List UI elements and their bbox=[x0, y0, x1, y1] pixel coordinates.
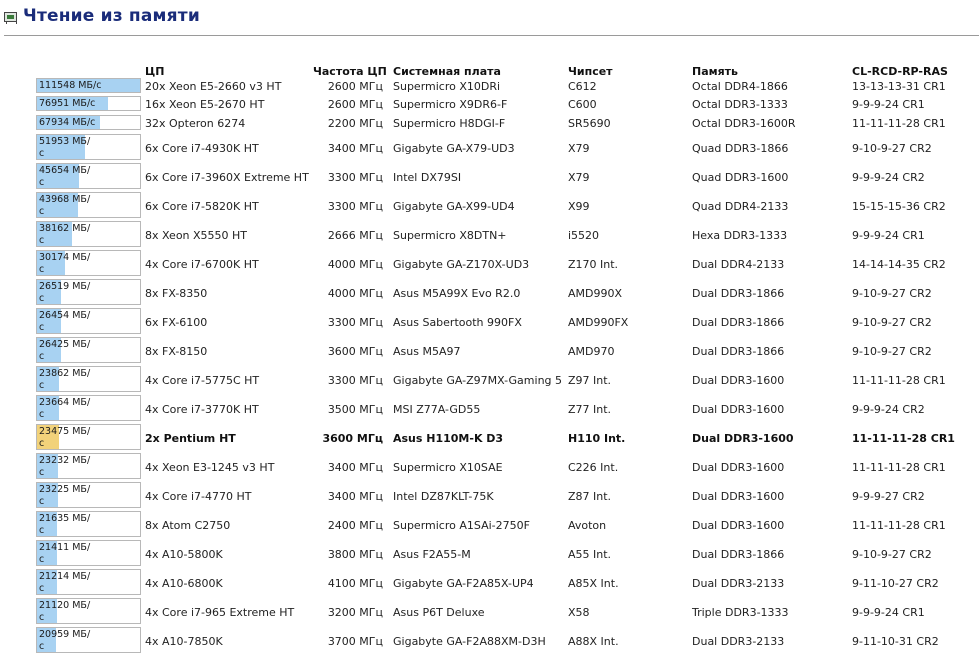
timings-cell: 11-11-11-28 CR1 bbox=[852, 461, 946, 474]
timings-cell: 9-10-9-27 CR2 bbox=[852, 345, 932, 358]
column-header-frequency: Частота ЦП bbox=[313, 65, 387, 78]
memory-cell: Quad DDR3-1600 bbox=[692, 171, 789, 184]
frequency-cell: 2400 МГц bbox=[327, 519, 383, 532]
memory-cell: Octal DDR3-1333 bbox=[692, 98, 788, 111]
cpu-cell: 6x Core i7-5820K HT bbox=[145, 200, 259, 213]
table-row bbox=[0, 366, 979, 394]
cpu-cell: 4x Core i7-5775C HT bbox=[145, 374, 260, 387]
cpu-cell: 8x FX-8150 bbox=[145, 345, 208, 358]
memory-cell: Dual DDR3-1600 bbox=[692, 461, 785, 474]
bandwidth-value: 26454 МБ/с bbox=[39, 310, 91, 333]
bandwidth-value: 76951 МБ/с bbox=[39, 98, 96, 109]
timings-cell: 9-11-10-31 CR2 bbox=[852, 635, 939, 648]
column-header-timings: CL-RCD-RP-RAS bbox=[852, 65, 948, 78]
bandwidth-value: 26519 МБ/с bbox=[39, 281, 91, 304]
cpu-cell: 4x Core i7-4770 HT bbox=[145, 490, 252, 503]
cpu-cell: 4x Core i7-3770K HT bbox=[145, 403, 259, 416]
timings-cell: 9-10-9-27 CR2 bbox=[852, 548, 932, 561]
bandwidth-bar bbox=[36, 134, 141, 160]
memory-cell: Dual DDR3-1866 bbox=[692, 345, 785, 358]
frequency-cell: 4000 МГц bbox=[327, 258, 383, 271]
chipset-cell: Z170 Int. bbox=[568, 258, 619, 271]
motherboard-cell: Gigabyte GA-X99-UD4 bbox=[393, 200, 515, 213]
chipset-cell: X79 bbox=[568, 171, 590, 184]
bandwidth-value: 21411 МБ/с bbox=[39, 542, 91, 565]
timings-cell: 9-9-9-24 CR1 bbox=[852, 606, 925, 619]
bandwidth-value: 26425 МБ/с bbox=[39, 339, 91, 362]
bandwidth-value: 111548 МБ/с bbox=[39, 80, 102, 91]
table-row bbox=[0, 308, 979, 336]
memory-cell: Hexa DDR3-1333 bbox=[692, 229, 788, 242]
table-row bbox=[0, 627, 979, 655]
bandwidth-bar bbox=[36, 366, 141, 392]
motherboard-cell: Supermicro X10SAE bbox=[393, 461, 503, 474]
frequency-cell: 3800 МГц bbox=[327, 548, 383, 561]
bandwidth-bar bbox=[36, 453, 141, 479]
timings-cell: 13-13-13-31 CR1 bbox=[852, 80, 946, 93]
motherboard-cell: Asus M5A97 bbox=[393, 345, 461, 358]
column-header-motherboard: Системная плата bbox=[393, 65, 501, 78]
table-row bbox=[0, 482, 979, 510]
motherboard-cell: Supermicro H8DGI-F bbox=[393, 117, 506, 130]
chipset-cell: AMD990X bbox=[568, 287, 623, 300]
motherboard-cell: Supermicro X8DTN+ bbox=[393, 229, 507, 242]
bandwidth-bar bbox=[36, 337, 141, 363]
memory-cell: Dual DDR4-2133 bbox=[692, 258, 785, 271]
timings-cell: 15-15-15-36 CR2 bbox=[852, 200, 946, 213]
table-row bbox=[0, 115, 979, 132]
table-row bbox=[0, 598, 979, 626]
cpu-cell: 4x Core i7-965 Extreme HT bbox=[145, 606, 295, 619]
bandwidth-value: 23475 МБ/с bbox=[39, 426, 91, 449]
timings-cell: 14-14-14-35 CR2 bbox=[852, 258, 946, 271]
cpu-cell: 4x A10-7850K bbox=[145, 635, 223, 648]
chipset-cell: Z97 Int. bbox=[568, 374, 612, 387]
cpu-cell: 4x Xeon E3-1245 v3 HT bbox=[145, 461, 275, 474]
chipset-cell: X79 bbox=[568, 142, 590, 155]
bandwidth-bar bbox=[36, 482, 141, 508]
frequency-cell: 3700 МГц bbox=[327, 635, 383, 648]
motherboard-cell: Asus F2A55-M bbox=[393, 548, 471, 561]
table-row bbox=[0, 221, 979, 249]
chipset-cell: A85X Int. bbox=[568, 577, 619, 590]
bandwidth-bar bbox=[36, 192, 141, 218]
cpu-cell: 8x Xeon X5550 HT bbox=[145, 229, 248, 242]
table-row bbox=[0, 134, 979, 162]
timings-cell: 9-11-10-27 CR2 bbox=[852, 577, 939, 590]
bandwidth-value: 23232 МБ/с bbox=[39, 455, 91, 478]
bandwidth-bar bbox=[36, 279, 141, 305]
chipset-cell: C612 bbox=[568, 80, 597, 93]
column-header-cpu: ЦП bbox=[145, 65, 165, 78]
bandwidth-value: 30174 МБ/с bbox=[39, 252, 91, 275]
timings-cell: 11-11-11-28 CR1 bbox=[852, 432, 955, 445]
title-divider bbox=[4, 35, 979, 36]
chipset-cell: SR5690 bbox=[568, 117, 611, 130]
frequency-cell: 3300 МГц bbox=[327, 200, 383, 213]
motherboard-cell: Supermicro X9DR6-F bbox=[393, 98, 508, 111]
frequency-cell: 3600 МГц bbox=[322, 432, 383, 445]
bandwidth-bar bbox=[36, 221, 141, 247]
cpu-cell: 8x FX-8350 bbox=[145, 287, 208, 300]
motherboard-cell: Asus H110M-K D3 bbox=[393, 432, 504, 445]
bandwidth-bar bbox=[36, 78, 141, 93]
memory-cell: Dual DDR3-1866 bbox=[692, 548, 785, 561]
memory-cell: Octal DDR3-1600R bbox=[692, 117, 796, 130]
memory-cell: Quad DDR3-1866 bbox=[692, 142, 789, 155]
motherboard-cell: Gigabyte GA-F2A88XM-D3H bbox=[393, 635, 546, 648]
frequency-cell: 2666 МГц bbox=[327, 229, 383, 242]
frequency-cell: 2200 МГц bbox=[327, 117, 383, 130]
bandwidth-value: 21120 МБ/с bbox=[39, 600, 91, 623]
chipset-cell: Z87 Int. bbox=[568, 490, 612, 503]
frequency-cell: 3200 МГц bbox=[327, 606, 383, 619]
memory-cell: Dual DDR3-1600 bbox=[692, 519, 785, 532]
timings-cell: 11-11-11-28 CR1 bbox=[852, 117, 946, 130]
frequency-cell: 3400 МГц bbox=[327, 490, 383, 503]
bandwidth-bar bbox=[36, 308, 141, 334]
motherboard-cell: Intel DX79SI bbox=[393, 171, 462, 184]
bandwidth-bar bbox=[36, 96, 141, 111]
memory-cell: Dual DDR3-1600 bbox=[692, 432, 794, 445]
frequency-cell: 3400 МГц bbox=[327, 142, 383, 155]
timings-cell: 11-11-11-28 CR1 bbox=[852, 519, 946, 532]
column-header-chipset: Чипсет bbox=[568, 65, 613, 78]
chipset-cell: C600 bbox=[568, 98, 597, 111]
chipset-cell: A88X Int. bbox=[568, 635, 619, 648]
frequency-cell: 3400 МГц bbox=[327, 461, 383, 474]
page-title: Чтение из памяти bbox=[23, 6, 200, 26]
cpu-cell: 6x Core i7-4930K HT bbox=[145, 142, 259, 155]
bandwidth-value: 21635 МБ/с bbox=[39, 513, 91, 536]
motherboard-cell: Supermicro X10DRi bbox=[393, 80, 501, 93]
frequency-cell: 2600 МГц bbox=[327, 98, 383, 111]
cpu-cell: 2x Pentium HT bbox=[145, 432, 236, 445]
bandwidth-value: 45654 МБ/с bbox=[39, 165, 91, 188]
cpu-cell: 16x Xeon E5-2670 HT bbox=[145, 98, 265, 111]
frequency-cell: 2600 МГц bbox=[327, 80, 383, 93]
column-header-memory: Память bbox=[692, 65, 739, 78]
chipset-cell: A55 Int. bbox=[568, 548, 612, 561]
bandwidth-value: 67934 МБ/с bbox=[39, 117, 96, 128]
memory-cell: Dual DDR3-1600 bbox=[692, 374, 785, 387]
chipset-cell: H110 Int. bbox=[568, 432, 626, 445]
bandwidth-value: 20959 МБ/с bbox=[39, 629, 91, 652]
memory-cell: Triple DDR3-1333 bbox=[692, 606, 789, 619]
motherboard-cell: Gigabyte GA-F2A85X-UP4 bbox=[393, 577, 534, 590]
bandwidth-bar bbox=[36, 250, 141, 276]
frequency-cell: 4100 МГц bbox=[327, 577, 383, 590]
motherboard-cell: Gigabyte GA-Z170X-UD3 bbox=[393, 258, 530, 271]
frequency-cell: 3300 МГц bbox=[327, 171, 383, 184]
frequency-cell: 3600 МГц bbox=[327, 345, 383, 358]
chipset-cell: X99 bbox=[568, 200, 590, 213]
chipset-cell: C226 Int. bbox=[568, 461, 619, 474]
timings-cell: 9-10-9-27 CR2 bbox=[852, 287, 932, 300]
bandwidth-value: 38162 МБ/с bbox=[39, 223, 91, 246]
cpu-cell: 4x Core i7-6700K HT bbox=[145, 258, 259, 271]
timings-cell: 9-9-9-27 CR2 bbox=[852, 490, 925, 503]
table-row bbox=[0, 250, 979, 278]
bandwidth-value: 21214 МБ/с bbox=[39, 571, 91, 594]
motherboard-cell: Gigabyte GA-X79-UD3 bbox=[393, 142, 515, 155]
bandwidth-bar bbox=[36, 115, 141, 130]
bandwidth-value: 43968 МБ/с bbox=[39, 194, 91, 217]
motherboard-cell: Supermicro A1SAi-2750F bbox=[393, 519, 530, 532]
timings-cell: 9-9-9-24 CR2 bbox=[852, 171, 925, 184]
frequency-cell: 3500 МГц bbox=[327, 403, 383, 416]
table-row-highlighted bbox=[0, 424, 979, 452]
memory-cell: Quad DDR4-2133 bbox=[692, 200, 789, 213]
bandwidth-bar bbox=[36, 627, 141, 653]
cpu-cell: 6x FX-6100 bbox=[145, 316, 208, 329]
cpu-cell: 4x A10-6800K bbox=[145, 577, 223, 590]
table-row bbox=[0, 395, 979, 423]
bandwidth-value: 23664 МБ/с bbox=[39, 397, 91, 420]
timings-cell: 9-9-9-24 CR1 bbox=[852, 229, 925, 242]
bandwidth-value: 51953 МБ/с bbox=[39, 136, 91, 159]
chipset-cell: Z77 Int. bbox=[568, 403, 612, 416]
memory-cell: Dual DDR3-1866 bbox=[692, 287, 785, 300]
motherboard-cell: Gigabyte GA-Z97MX-Gaming 5 bbox=[393, 374, 563, 387]
table-row bbox=[0, 279, 979, 307]
frequency-cell: 3300 МГц bbox=[327, 374, 383, 387]
memory-cell: Dual DDR3-1600 bbox=[692, 490, 785, 503]
motherboard-cell: Asus P6T Deluxe bbox=[393, 606, 485, 619]
table-row bbox=[0, 337, 979, 365]
motherboard-cell: Intel DZ87KLT-75K bbox=[393, 490, 494, 503]
timings-cell: 9-10-9-27 CR2 bbox=[852, 316, 932, 329]
page-header bbox=[0, 0, 979, 40]
bandwidth-bar bbox=[36, 163, 141, 189]
table-row bbox=[0, 96, 979, 113]
memory-cell: Dual DDR3-2133 bbox=[692, 577, 785, 590]
chipset-cell: AMD990FX bbox=[568, 316, 629, 329]
table-row bbox=[0, 163, 979, 191]
table-row bbox=[0, 78, 979, 95]
chipset-cell: X58 bbox=[568, 606, 590, 619]
memory-cell: Dual DDR3-1866 bbox=[692, 316, 785, 329]
bandwidth-bar bbox=[36, 424, 141, 450]
table-row bbox=[0, 540, 979, 568]
table-row bbox=[0, 192, 979, 220]
bandwidth-bar bbox=[36, 511, 141, 537]
cpu-cell: 8x Atom C2750 bbox=[145, 519, 231, 532]
chipset-cell: i5520 bbox=[568, 229, 600, 242]
memory-module-icon bbox=[4, 12, 17, 22]
timings-cell: 9-9-9-24 CR2 bbox=[852, 403, 925, 416]
bandwidth-bar bbox=[36, 395, 141, 421]
table-row bbox=[0, 511, 979, 539]
motherboard-cell: MSI Z77A-GD55 bbox=[393, 403, 481, 416]
memory-cell: Dual DDR3-2133 bbox=[692, 635, 785, 648]
memory-cell: Octal DDR4-1866 bbox=[692, 80, 788, 93]
bandwidth-bar bbox=[36, 598, 141, 624]
bandwidth-value: 23225 МБ/с bbox=[39, 484, 91, 507]
frequency-cell: 4000 МГц bbox=[327, 287, 383, 300]
timings-cell: 9-10-9-27 CR2 bbox=[852, 142, 932, 155]
bandwidth-value: 23862 МБ/с bbox=[39, 368, 91, 391]
cpu-cell: 6x Core i7-3960X Extreme HT bbox=[145, 171, 309, 184]
bandwidth-bar bbox=[36, 540, 141, 566]
motherboard-cell: Asus Sabertooth 990FX bbox=[393, 316, 522, 329]
chipset-cell: AMD970 bbox=[568, 345, 615, 358]
timings-cell: 9-9-9-24 CR1 bbox=[852, 98, 925, 111]
cpu-cell: 20x Xeon E5-2660 v3 HT bbox=[145, 80, 282, 93]
motherboard-cell: Asus M5A99X Evo R2.0 bbox=[393, 287, 521, 300]
chipset-cell: Avoton bbox=[568, 519, 607, 532]
bandwidth-bar bbox=[36, 569, 141, 595]
memory-cell: Dual DDR3-1600 bbox=[692, 403, 785, 416]
frequency-cell: 3300 МГц bbox=[327, 316, 383, 329]
timings-cell: 11-11-11-28 CR1 bbox=[852, 374, 946, 387]
table-row bbox=[0, 569, 979, 597]
cpu-cell: 32x Opteron 6274 bbox=[145, 117, 246, 130]
table-row bbox=[0, 453, 979, 481]
cpu-cell: 4x A10-5800K bbox=[145, 548, 223, 561]
